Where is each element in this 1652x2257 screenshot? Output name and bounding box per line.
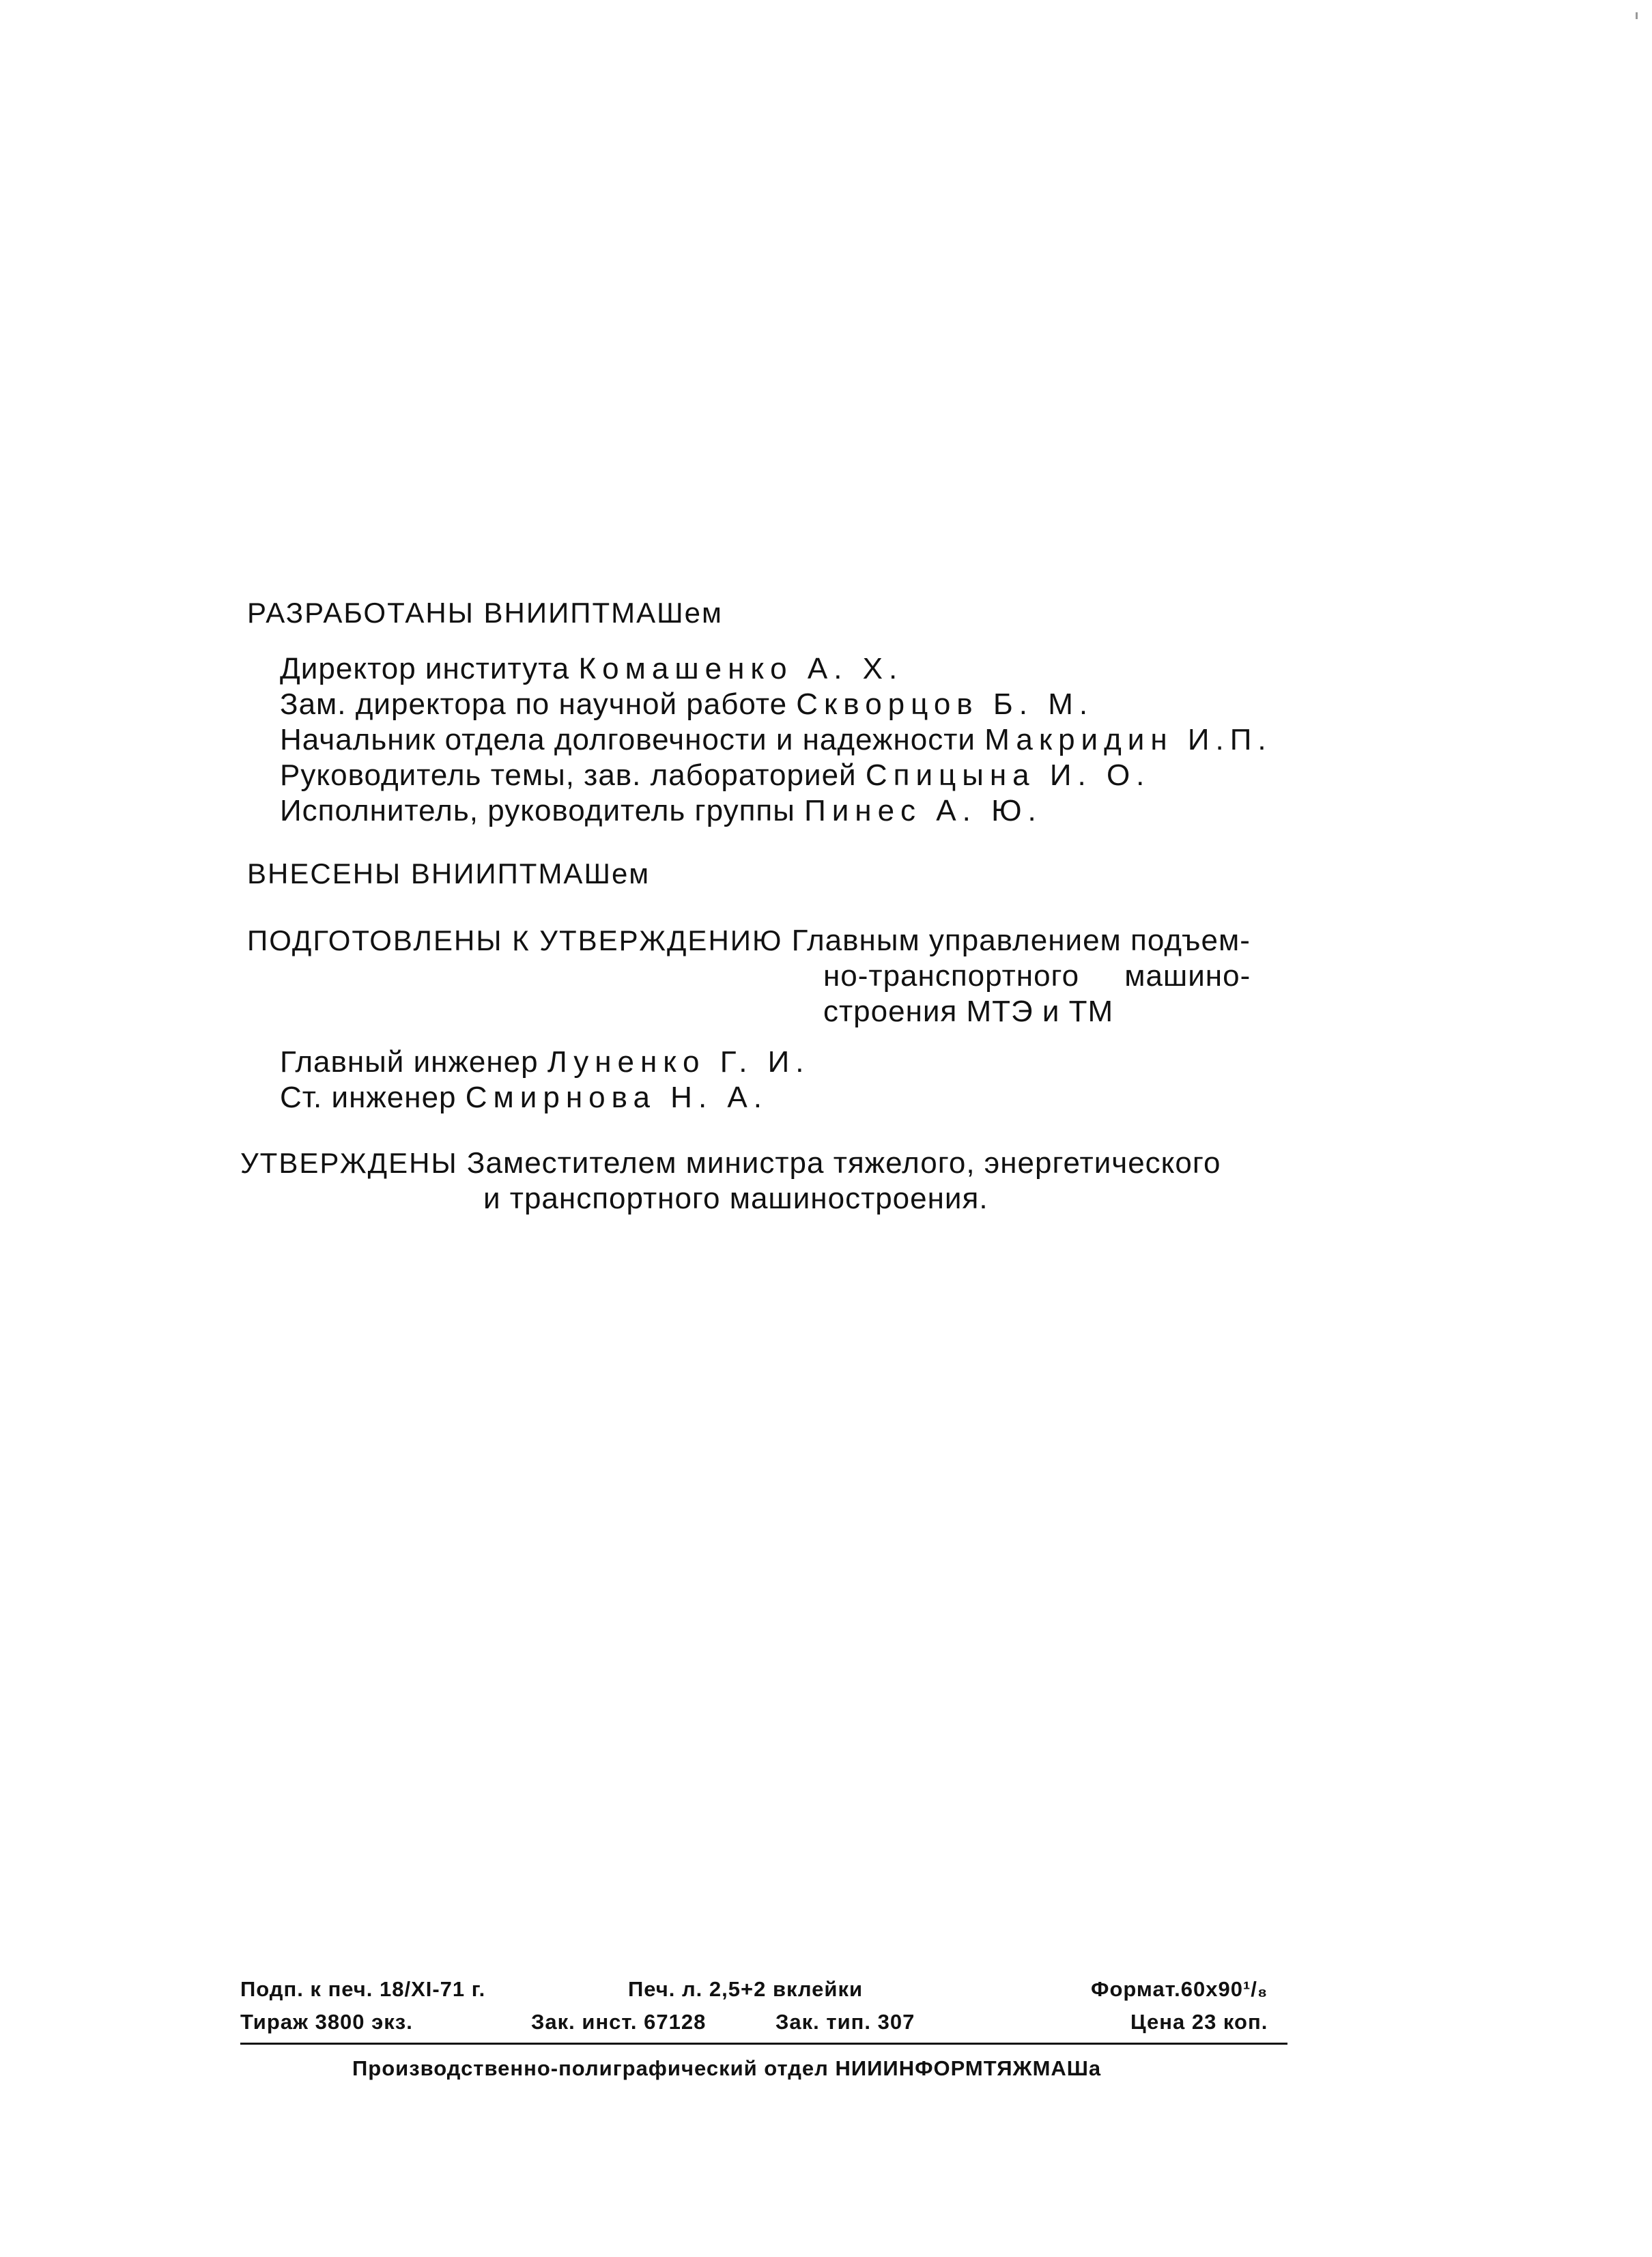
imprint-publisher: Производственно-полиграфический отдел НИИИНФОРМТЯЖМАШа — [352, 2056, 1102, 2080]
person-line — [280, 1045, 810, 1080]
approved-body-line: и транспортного машиностроения. — [483, 1182, 988, 1215]
person-role: Исполнитель, руководитель группы — [280, 794, 795, 827]
prepared-body-line: Главным управлением подъем- — [791, 924, 1251, 957]
person-line — [280, 687, 1094, 722]
prepared-body-line: строения МТЭ и ТМ — [823, 995, 1114, 1028]
prepared-block-line — [247, 923, 1251, 959]
imprint-format: Формат.60х90¹/₈ — [1091, 1977, 1268, 2001]
person-name: Луненко Г. И. — [547, 1045, 810, 1079]
person-line — [280, 758, 1150, 793]
imprint-order-inst: Зак. инст. 67128 — [531, 2010, 707, 2034]
person-line — [280, 1080, 768, 1116]
imprint-print-run: Тираж 3800 экз. — [240, 2010, 413, 2034]
imprint-price: Цена 23 коп. — [1130, 2010, 1268, 2034]
approved-heading: УТВЕРЖДЕНЫ — [240, 1147, 458, 1179]
person-role: Директор института — [280, 652, 570, 685]
person-role: Главный инженер — [280, 1045, 539, 1079]
imprint-signed: Подп. к печ. 18/XI-71 г. — [240, 1977, 486, 2001]
person-name: Смирнова Н. А. — [465, 1081, 768, 1114]
person-line — [280, 793, 1042, 829]
imprint-sheets: Печ. л. 2,5+2 вклейки — [628, 1977, 864, 2001]
person-name: Спицына И. О. — [865, 758, 1151, 792]
scan-mark — [1636, 12, 1638, 19]
person-name: Пинес А. Ю. — [804, 794, 1042, 827]
person-role: Зам. директора по научной работе — [280, 687, 788, 721]
imprint-order-typ: Зак. тип. 307 — [775, 2010, 915, 2034]
approved-block-line — [240, 1146, 1221, 1181]
prepared-heading: ПОДГОТОВЛЕНЫ К УТВЕРЖДЕНИЮ — [247, 924, 783, 956]
approved-body-line: Заместителем министра тяжелого, энергетического — [466, 1146, 1221, 1180]
person-line — [280, 651, 903, 687]
developed-heading: РАЗРАБОТАНЫ ВНИИПТМАШем — [247, 597, 723, 629]
prepared-body-line: но-транспортного машино- — [823, 959, 1251, 993]
person-name: Комашенко А. Х. — [578, 652, 904, 685]
person-name: Макридин И.П. — [984, 723, 1272, 756]
person-name: Скворцов Б. М. — [796, 687, 1094, 721]
person-role: Начальник отдела долговечности и надежности — [280, 723, 975, 756]
imprint-divider — [240, 2043, 1287, 2045]
person-role: Ст. инженер — [280, 1081, 457, 1114]
person-line — [280, 722, 1272, 758]
person-role: Руководитель темы, зав. лабораторией — [280, 758, 857, 792]
introduced-heading: ВНЕСЕНЫ ВНИИПТМАШем — [247, 857, 651, 890]
